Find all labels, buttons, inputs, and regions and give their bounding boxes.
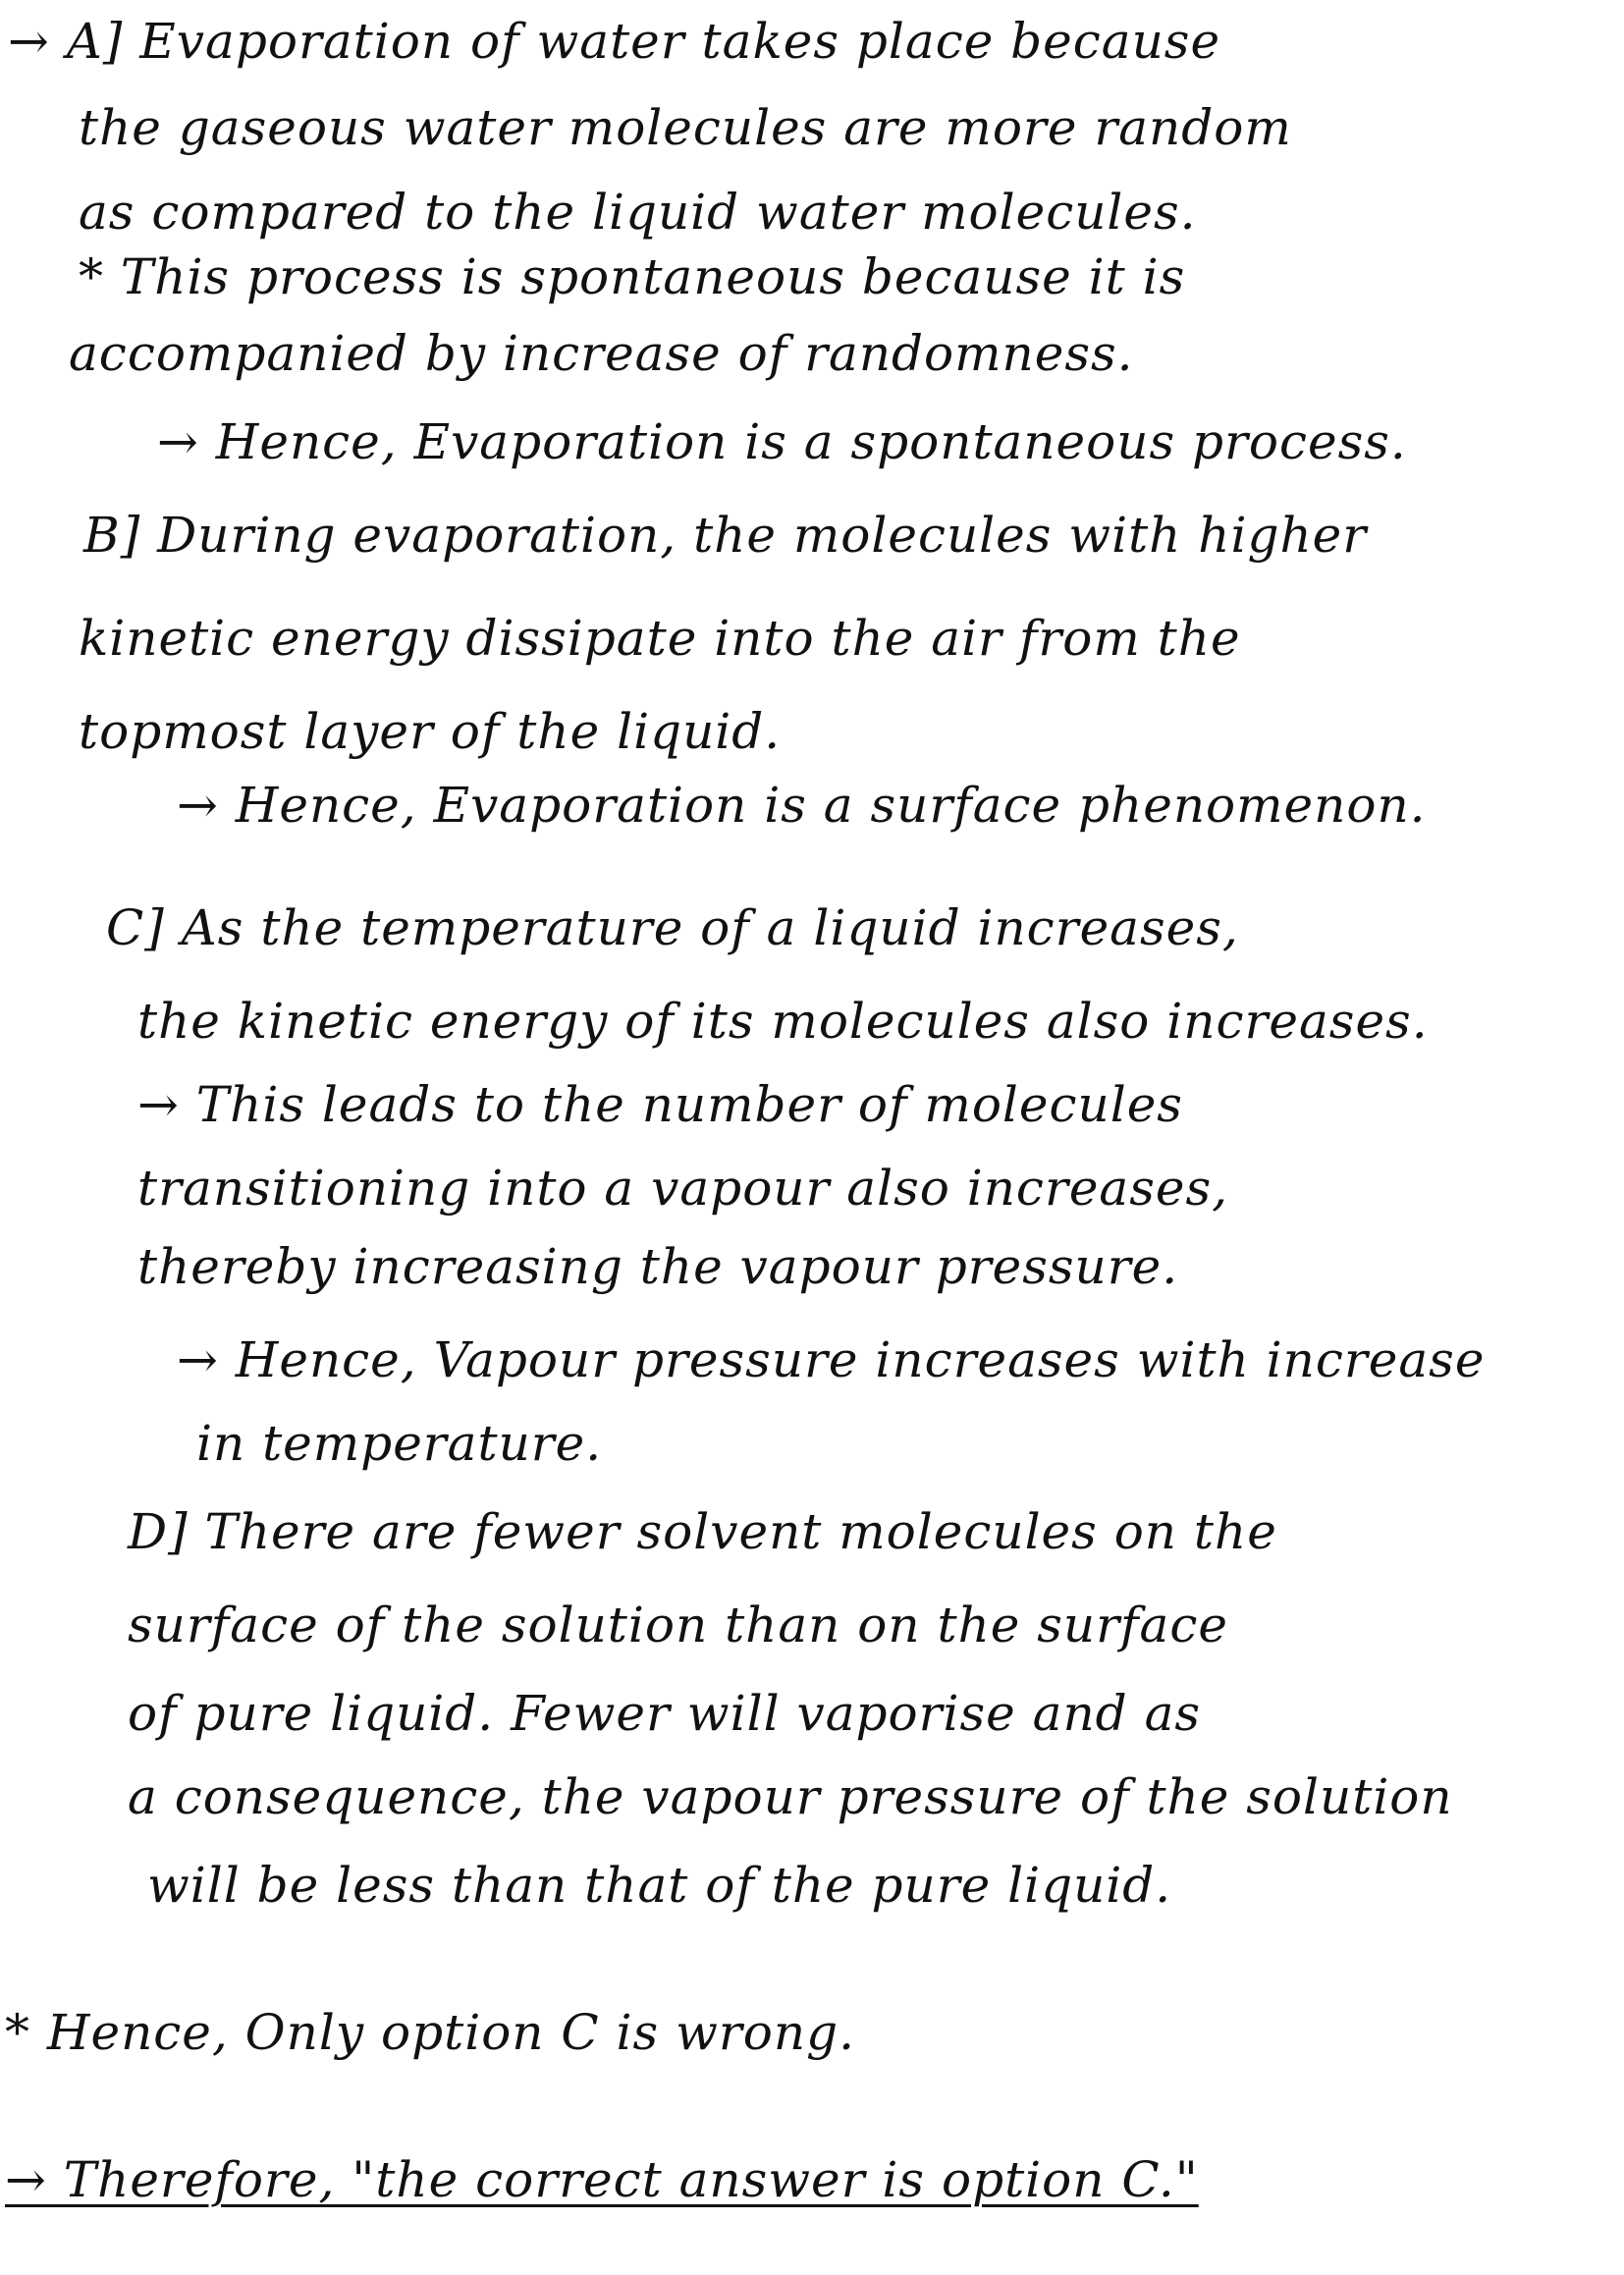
section-c-line-4: transitioning into a vapour also increases, (137, 1160, 1229, 1217)
section-b-line-1: B] During evaporation, the molecules with higher (83, 507, 1368, 564)
section-a-line-4: * This process is spontaneous because it is (79, 248, 1186, 305)
section-a-line-1: → A] Evaporation of water takes place because (8, 13, 1221, 70)
section-b-line-2: kinetic energy dissipate into the air from the (79, 610, 1241, 667)
section-a-line-3: as compared to the liquid water molecules. (79, 184, 1197, 241)
section-a-line-2: the gaseous water molecules are more random (79, 99, 1292, 156)
section-a-conclusion: → Hence, Evaporation is a spontaneous process. (157, 413, 1407, 470)
conclusion-line: * Hence, Only option C is wrong. (5, 2004, 855, 2061)
section-c-line-1: C] As the temperature of a liquid increases, (106, 899, 1239, 956)
section-d-line-3: of pure liquid. Fewer will vaporise and as (128, 1685, 1202, 1742)
section-c-line-2: the kinetic energy of its molecules also increases. (137, 993, 1429, 1050)
final-answer-line: → Therefore, "the correct answer is option C." (5, 2151, 1199, 2208)
section-c-line-5: thereby increasing the vapour pressure. (137, 1238, 1179, 1295)
section-b-conclusion: → Hence, Evaporation is a surface phenomenon. (177, 777, 1427, 834)
section-c-line-3: → This leads to the number of molecules (137, 1076, 1183, 1133)
section-a-line-5: accompanied by increase of randomness. (69, 325, 1134, 382)
section-c-conclusion-1: → Hence, Vapour pressure increases with increase (177, 1331, 1486, 1388)
section-c-conclusion-2: in temperature. (196, 1415, 603, 1472)
section-d-line-2: surface of the solution than on the surface (128, 1597, 1228, 1653)
section-d-line-5: will be less than that of the pure liquid. (147, 1857, 1172, 1914)
section-d-line-4: a consequence, the vapour pressure of the solution (128, 1768, 1453, 1825)
section-b-line-3: topmost layer of the liquid. (79, 703, 782, 760)
section-d-line-1: D] There are fewer solvent molecules on the (128, 1503, 1277, 1560)
